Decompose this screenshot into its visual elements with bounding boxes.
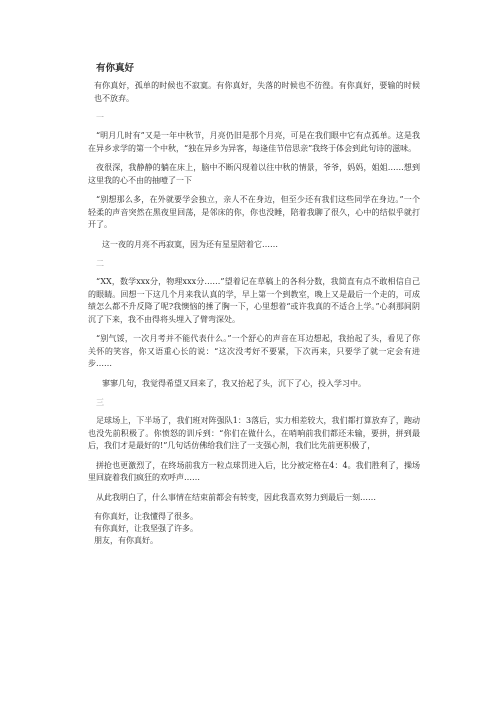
closing-line-3: 朋友，有你真好。: [94, 536, 158, 545]
section-2-paragraph-3: 寥寥几句，我觉得希望又回来了，我又抬起了头，沉下了心，投入学习中。: [102, 378, 366, 388]
section-2: [88, 258, 420, 390]
section-1-paragraph-4: 这一夜的月亮不再寂寞，因为还有星星陪着它……: [102, 239, 278, 249]
section-3-paragraph-2: 拼抢也更激烈了，在终场前我方一粒点球罚进入后，比分被定格在4：4。我们胜利了，操场里回旋着我们疯狂的欢呼声……: [88, 460, 420, 482]
section-1: [88, 112, 420, 251]
section-2-paragraph-2: “别气馁，一次月考并不能代表什么。”一个舒心的声音在耳边想起，我抬起了头，看见了你关怀的笑容，你又语重心长的说：“这次没考好不要紧，下次再来，只要学了就一定会有进步……: [88, 334, 420, 368]
section-1-paragraph-2: 夜很深，我静静的躺在床上，脑中不断闪现着以往中秋的情景，爷爷，妈妈，姐姐……想到这里我的心不由的抽噎了一下: [88, 163, 420, 185]
section-3-marker: 三: [96, 398, 104, 407]
closing-lines: [94, 511, 420, 547]
section-2-marker: 二: [96, 259, 104, 268]
section-1-paragraph-3: “别想那么多，在外就要学会独立，亲人不在身边，但至少还有我们这些同学在身边。”一个轻柔的声音突然在黑夜里回荡，是邻床的你，你也没睡，陪着我聊了很久，心中的结似乎就打开了。: [88, 195, 420, 229]
section-2-paragraph-1: “XX，数学xxx分，物理xxx分……”望着记在草稿上的各科分数，我简直有点不敢相信自己的眼睛。回想一下这几个月来我认真的学，早上第一个到教室，晚上又是最后一个走的，可成绩怎么都不升反降了呢?我懊恼的捶了胸一下，心里想着“或许我真的不适合上学。”心刹那间阴沉了下来，我不由得将头埋入了臂弯深处。: [88, 277, 420, 324]
closing-line-1: 有你真好，让我懂得了很多。: [94, 512, 198, 521]
section-1-marker: 一: [96, 113, 104, 122]
closing-line-2: 有你真好，让我坚强了许多。: [94, 524, 198, 533]
section-3-paragraph-1: 足球场上，下半场了，我们班对阵强队1：3落后，实力相差较大，我们都打算放弃了，跑动也没先前积极了。你愤怒的训斥到：“你们在做什么，在哨响前我们都还未输，要拼，拼到最后，我们才是最好的!”几句话仿佛给我们注了一支强心剂，我们比先前更积极了，: [88, 416, 420, 450]
intro-paragraph: 有你真好，孤单的时候也不寂寞。有你真好，失落的时候也不彷徨。有你真好，要输的时候也不放弃。: [94, 81, 420, 103]
section-3-paragraph-3: 从此我明白了，什么事情在结束前都会有转变，因此我喜欢努力到最后一刻……: [96, 492, 376, 502]
essay-title: 有你真好: [96, 63, 135, 74]
section-1-paragraph-1: “明月几时有”又是一年中秋节，月亮仍旧是那个月亮，可是在我们眼中它有点孤单。这是我在异乡求学的第一个中秋，“独在异乡为异客，每逢佳节倍思亲”我终于体会到此句诗的滋味。: [88, 131, 420, 153]
section-3: [88, 397, 420, 504]
